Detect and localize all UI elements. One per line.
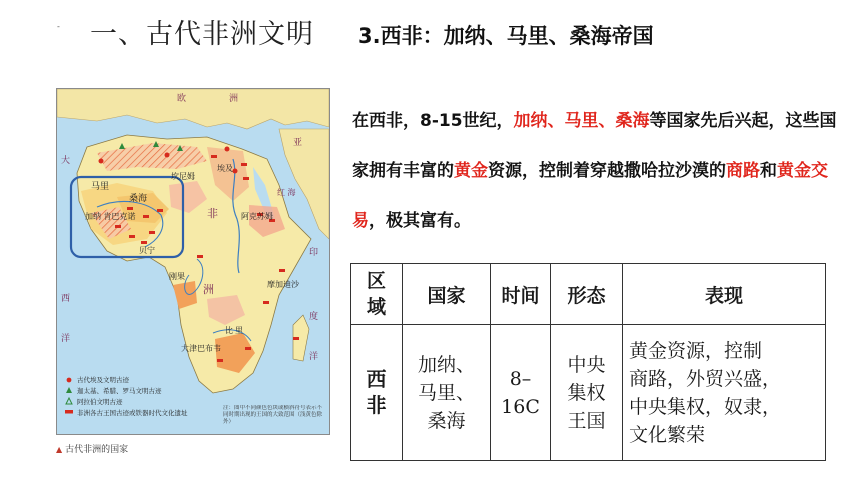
para-text-4: 和 bbox=[760, 161, 777, 181]
label-sanghai: 桑海 bbox=[129, 194, 148, 204]
decorative-mark: - bbox=[57, 22, 60, 31]
form-line: 中央 bbox=[567, 353, 606, 376]
label-benin: 贝宁 bbox=[139, 246, 155, 255]
form-line: 王国 bbox=[567, 409, 606, 432]
table-header-row bbox=[351, 264, 826, 325]
country-line: 桑海 bbox=[427, 409, 466, 432]
label-europe: 欧 bbox=[177, 94, 187, 104]
label-great-zimbabwe: 大津巴布韦 bbox=[181, 344, 221, 353]
label-ghana: 加纳 肯巴克诺 bbox=[85, 212, 136, 221]
performance-line: 黄金资源，控制 bbox=[629, 339, 763, 362]
legend-item-carthage: 迦太基、希腊、罗马文明古迹 bbox=[77, 387, 162, 395]
label-asia: 亚 bbox=[293, 138, 303, 148]
label-kanem: 坎尼姆 bbox=[171, 172, 195, 181]
label-aksum: 阿克苏姆 bbox=[241, 212, 273, 221]
map-note: 注：图中不同颜色色块或横斜符号表示不同时期出现的王国的大致范围（浅黄色除外） bbox=[223, 405, 323, 425]
performance-line: 文化繁荣 bbox=[629, 423, 706, 446]
map-caption-text: 古代非洲的国家 bbox=[65, 445, 129, 455]
africa-map bbox=[56, 88, 330, 435]
para-text-1: 在西非，8-15世纪， bbox=[352, 111, 514, 131]
intro-paragraph bbox=[352, 96, 847, 246]
label-li: 里 bbox=[235, 326, 243, 335]
label-ocean-left: 洋 bbox=[61, 334, 71, 344]
label-congo: 刚果 bbox=[169, 272, 185, 281]
country-line: 加纳、 bbox=[417, 353, 475, 376]
cell-form bbox=[551, 325, 623, 461]
time-line: 8– bbox=[509, 367, 532, 390]
cell-region bbox=[351, 325, 403, 461]
country-line: 马里、 bbox=[417, 381, 475, 404]
cell-countries bbox=[403, 325, 491, 461]
label-yang: 洋 bbox=[309, 352, 319, 362]
header-form: 形态 bbox=[551, 264, 623, 325]
cell-performance bbox=[623, 325, 826, 461]
para-text-5: ，极其富有。 bbox=[369, 211, 471, 231]
form-line: 集权 bbox=[567, 381, 606, 404]
label-mali: 马里 bbox=[91, 182, 110, 192]
west-africa-table bbox=[350, 263, 826, 461]
para-text-3: 资源，控制着穿越撒哈拉沙漠的 bbox=[488, 161, 726, 181]
header-region bbox=[351, 264, 403, 325]
label-africa-zhou: 洲 bbox=[203, 283, 214, 296]
para-highlight-trade-route: 商路 bbox=[726, 161, 760, 181]
header-time: 时间 bbox=[491, 264, 551, 325]
section-subtitle: 3.西非：加纳、马里、桑海帝国 bbox=[358, 24, 654, 48]
para-highlight-gold-trade: 黄金交易 bbox=[352, 161, 828, 231]
para-highlight-countries: 加纳、马里、桑海 bbox=[513, 111, 650, 131]
header-country: 国家 bbox=[403, 264, 491, 325]
legend-item-egypt: 古代埃及文明古迹 bbox=[77, 376, 129, 384]
legend-item-kingdoms: 非洲各古王国古迹或铁器时代文化遗址 bbox=[77, 409, 188, 417]
label-europe-zhou: 洲 bbox=[229, 94, 239, 104]
label-bi: 比 bbox=[225, 326, 233, 335]
label-west-left: 西 bbox=[61, 294, 71, 304]
table-row bbox=[351, 325, 826, 461]
africa-map-svg bbox=[57, 89, 329, 434]
caption-triangle-icon: ▲ bbox=[56, 445, 63, 454]
performance-line: 商路，外贸兴盛， bbox=[629, 367, 782, 390]
label-africa-fei: 非 bbox=[207, 207, 218, 220]
cell-time bbox=[491, 325, 551, 461]
label-red-sea: 红 海 bbox=[277, 188, 296, 197]
label-da: 大 bbox=[61, 156, 71, 166]
label-du: 度 bbox=[309, 312, 319, 322]
map-legend bbox=[65, 375, 188, 417]
para-highlight-gold: 黄金 bbox=[454, 161, 488, 181]
header-performance: 表现 bbox=[623, 264, 826, 325]
header-region-text: 区域 bbox=[366, 270, 386, 318]
label-india: 印 bbox=[309, 248, 319, 258]
slide-title: 一、古代非洲文明 bbox=[90, 19, 314, 50]
time-line: 16C bbox=[501, 395, 540, 418]
legend-item-arab: 阿拉伯文明古迹 bbox=[77, 398, 123, 406]
cell-region-text: 西非 bbox=[366, 367, 387, 417]
label-egypt: 埃及 bbox=[217, 164, 233, 173]
para-text-2: 等国家先后兴起，这些国家拥有丰富的 bbox=[352, 111, 837, 181]
performance-line: 中央集权，奴隶， bbox=[629, 395, 782, 418]
map-caption bbox=[56, 442, 128, 455]
europe-land bbox=[57, 89, 329, 129]
label-mogadishu: 摩加迪沙 bbox=[267, 280, 299, 289]
